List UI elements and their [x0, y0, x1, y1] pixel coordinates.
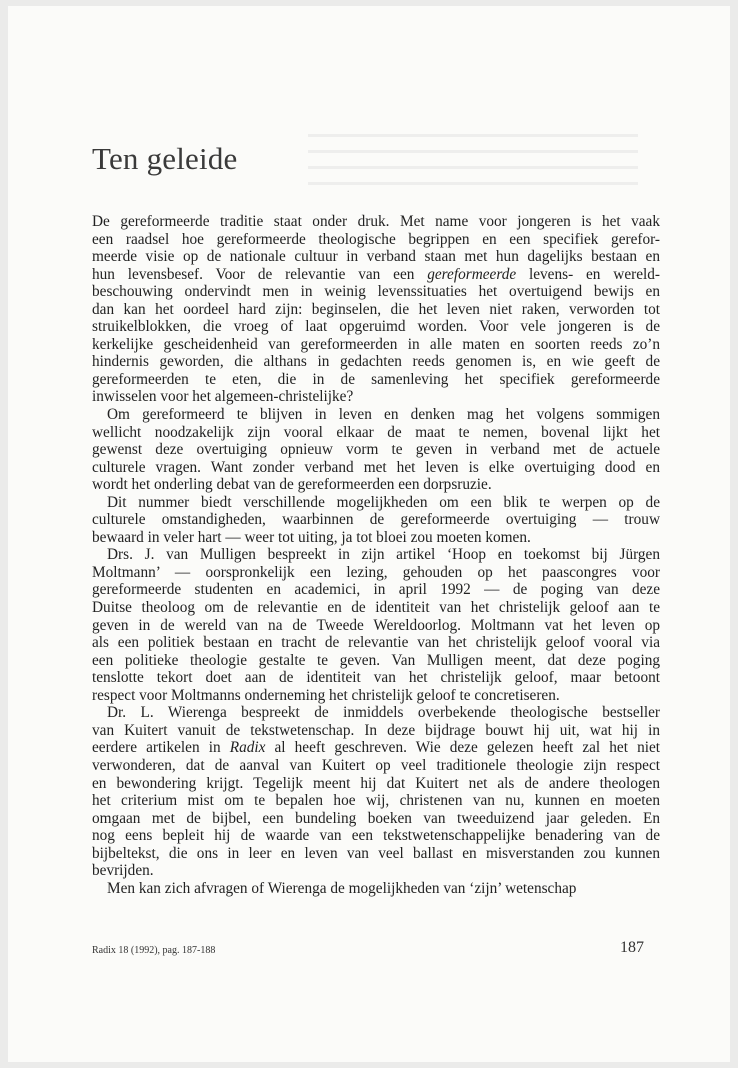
text-line [92, 757, 660, 775]
text-line [92, 862, 660, 880]
paragraph [92, 406, 660, 494]
text-segment: gewenst deze overtuiging opnieuw vorm te geven in verband met de actuele [92, 441, 660, 459]
text-line [92, 845, 660, 863]
text-segment: culturele vragen. Want zonder verband met het leven is elke overtuiging dood en [92, 458, 660, 476]
text-line [92, 880, 660, 898]
text-segment: nog eens bepleit hij de waarde van een tekstwetenschappelijke benadering van de [92, 827, 660, 845]
text-segment: Om gereformeerd te blijven in leven en denken mag het volgens sommigen [107, 406, 660, 424]
text-line [92, 564, 660, 582]
text-segment: geven in de wereld van na de Tweede Wereldoorlog. Moltmann vat het leven op [92, 616, 660, 634]
text-line [92, 617, 660, 635]
text-segment: meerde visie op de nationale cultuur in verband staan met hun dagelijks bestaan en [92, 248, 660, 266]
text-line [92, 476, 660, 494]
footer-citation: Radix 18 (1992), pag. 187-188 [92, 945, 216, 956]
text-line [92, 652, 660, 670]
text-segment: als een politiek bestaan en tracht de relevantie van het christelijk geloof vooral via [92, 634, 660, 652]
text-line [92, 792, 660, 810]
text-line [92, 459, 660, 477]
text-segment: dan kan het oordeel hard zijn: beginselen, die het leven niet raken, verworden tot [92, 300, 660, 318]
text-segment: Dr. L. Wierenga bespreekt de inmiddels overbekende theologische bestseller [107, 704, 660, 722]
text-line [92, 529, 660, 547]
italic-text: gereformeerde [427, 265, 517, 283]
text-segment: tenslotte tekort doet aan de identiteit van het christelijk geloof, maar betoont [92, 669, 660, 687]
text-line [92, 739, 660, 757]
text-segment: bijbeltekst, die ons in leer en leven van veel ballast en misverstanden zou kunnen [92, 844, 660, 862]
text-segment: Duitse theoloog om de relevantie en de identiteit van het christelijk geloof aan te [92, 599, 660, 617]
text-line [92, 388, 660, 406]
text-segment: hindernis geworden, die althans in gedachten reeds genomen is, en wie geeft de [92, 353, 660, 371]
text-segment: beschouwing ondervindt men in weinig levenssituaties het overtuigend bewijs en [92, 283, 660, 301]
text-segment: bevrijden. [92, 862, 154, 880]
text-segment: Drs. J. van Mulligen bespreekt in zijn artikel ‘Hoop en toekomst bij Jürgen [107, 546, 660, 564]
text-line [92, 704, 660, 722]
text-segment: bewaard in veler hart — weer tot uiting, ja tot bloei zou moeten komen. [92, 528, 531, 546]
text-line [92, 424, 660, 442]
text-segment: wellicht noodzakelijk zijn vooral elkaar de maat te nemen, bovenal lijkt het [92, 423, 660, 441]
text-segment: een raadsel hoe gereformeerde theologische begrippen en een specifiek gerefor- [92, 230, 660, 248]
text-segment: gereformeerde studenten en academici, in april 1992 — de poging van deze [92, 581, 660, 599]
text-segment: struikelblokken, die vroeg of laat opgeruimd worden. Voor vele jongeren is de [92, 318, 660, 336]
show-through-text [308, 134, 638, 194]
text-segment: al heeft geschreven. Wie deze gelezen heeft zal het niet [265, 739, 661, 757]
text-line [92, 336, 660, 354]
text-line [92, 231, 660, 249]
text-line [92, 687, 660, 705]
text-line [92, 301, 660, 319]
text-segment: kerkelijke gescheidenheid van gereformeerden in alle maten en soorten reeds zo’n [92, 335, 660, 353]
text-segment: Moltmann’ — oorspronkelijk een lezing, gehouden op het paascongres voor [92, 563, 660, 581]
page-number: 187 [620, 939, 644, 956]
text-segment: inwisselen voor het algemeen-christelijke? [92, 388, 354, 406]
text-segment: een politieke theologie gestalte te geven. Van Mulligen meent, dat deze poging [92, 651, 660, 669]
text-line [92, 599, 660, 617]
text-line [92, 213, 660, 231]
paragraph [92, 546, 660, 704]
text-segment: en bewondering krijgt. Tegelijk meent hij dat Kuitert net als de andere theologen [92, 774, 660, 792]
text-line [92, 775, 660, 793]
page-title: Ten geleide [92, 141, 238, 176]
text-segment: wordt het onderling debat van de gereformeerden een dorpsruzie. [92, 476, 492, 494]
text-line [92, 371, 660, 389]
text-line [92, 722, 660, 740]
text-segment: gereformeerden te eten, die in de samenleving het specifiek gereformeerde [92, 370, 660, 388]
text-segment: Dit nummer biedt verschillende mogelijkheden om een blik te werpen op de [107, 493, 660, 511]
text-line [92, 827, 660, 845]
text-line [92, 669, 660, 687]
text-segment: van Kuitert vanuit de tekstwetenschap. In deze bijdrage bouwt hij uit, wat hij in [92, 721, 660, 739]
text-segment: hun levensbesef. Voor de relevantie van een [92, 265, 428, 283]
text-line [92, 511, 660, 529]
text-line [92, 581, 660, 599]
text-line [92, 266, 660, 284]
text-line [92, 546, 660, 564]
text-segment: omgaan met de bijbel, een bundeling boeken van tweeduizend jaar geleden. En [92, 809, 660, 827]
text-segment: culturele omstandigheden, waarbinnen de gereformeerde overtuiging — trouw [92, 511, 660, 529]
text-segment: het criterium mist om te bepalen hoe wij, christenen van nu, kunnen en moeten [92, 792, 660, 810]
text-line [92, 318, 660, 336]
text-line [92, 283, 660, 301]
paragraph [92, 880, 660, 898]
text-segment: respect voor Moltmanns onderneming het christelijk geloof te concretiseren. [92, 686, 560, 704]
text-line [92, 441, 660, 459]
paragraph [92, 494, 660, 547]
text-line [92, 353, 660, 371]
text-line [92, 248, 660, 266]
text-segment: Men kan zich afvragen of Wierenga de mogelijkheden van ‘zijn’ wetenschap [107, 879, 577, 897]
text-segment: De gereformeerde traditie staat onder druk. Met name voor jongeren is het vaak [92, 213, 660, 230]
paragraph [92, 704, 660, 879]
text-line [92, 406, 660, 424]
italic-text: Radix [229, 739, 266, 757]
text-segment: eerdere artikelen in [92, 739, 230, 757]
text-line [92, 810, 660, 828]
text-segment: verwonderen, dat de aanval van Kuitert op veel traditionele theologie zijn respect [92, 756, 660, 774]
text-line [92, 494, 660, 512]
document-page [8, 6, 730, 1062]
text-line [92, 634, 660, 652]
paragraph [92, 213, 660, 406]
article-body [92, 213, 660, 897]
text-segment: levens- en wereld- [516, 265, 660, 283]
